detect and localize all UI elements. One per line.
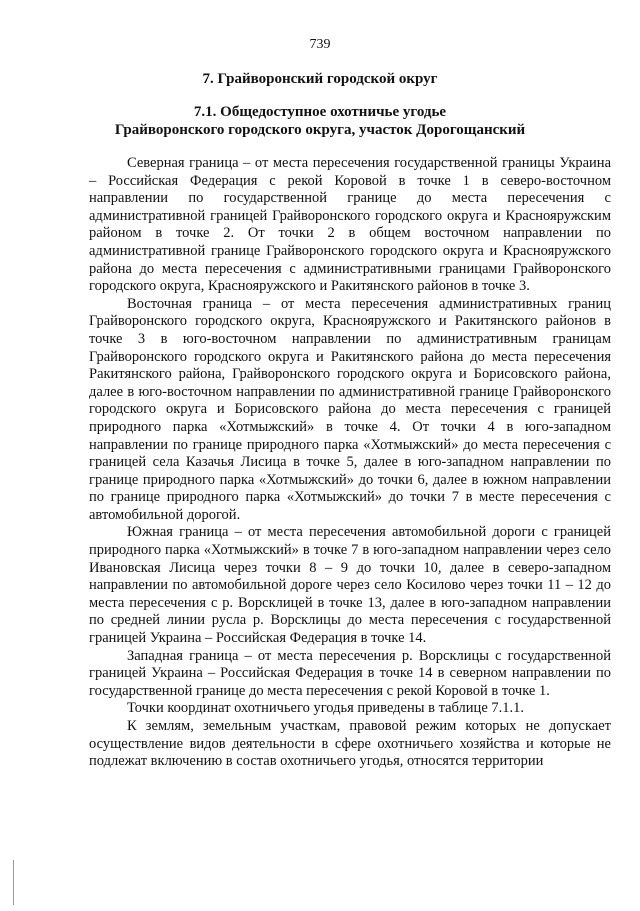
subsection-title — [0, 103, 640, 139]
paragraph-west-border: Западная граница – от места пересечения р. Ворсклицы с государственной границей Украина – Российская Федерация в точке 14 в северном направлении по государственной границе до места пересечения с рекой Коровой в точке 1. — [89, 647, 611, 699]
subsection-title-line-1: 7.1. Общедоступное охотничье угодье — [193, 104, 447, 120]
subsection-title-line-2: Грайворонского городского округа, участок Дорогощанский — [114, 122, 526, 138]
paragraph-excluded-lands: К землям, земельным участкам, правовой режим которых не допускает осуществление видов деятельности в сфере охотничьего хозяйства и которые не подлежат включению в состав охотничьего угодья, относятся территории — [89, 718, 611, 770]
page-number: 739 — [309, 37, 331, 52]
paragraph-north-border: Северная граница – от места пересечения государственной границы Украина – Российская Федерация с рекой Коровой в точке 1 в северо-восточном направлении по государственной границе до места пересечения с административной границей Грайворонского городского округа и Краснояружским районом в точке 2. От точки 2 в общем восточном направлении по административной границе Грайворонского городского округа и Краснояружского района до места пересечения с административными границами Грайворонского городского округа, Краснояружского и Ракитянского районов в точке 3. — [89, 155, 611, 295]
paragraph-coordinates-note: Точки координат охотничьего угодья приведены в таблице 7.1.1. — [127, 700, 525, 717]
section-title: 7. Грайворонский городской округ — [202, 71, 438, 87]
paragraph-east-border: Восточная граница – от места пересечения административных границ Грайворонского городского округа, Краснояружского и Ракитянского районов в точке 3 в юго-восточном направлении по административным границам Грайворонского городского округа и Ракитянского района до места пересечения Ракитянского района, Грайворонского городского округа и Борисовского района, далее в юго-восточном направлении по административной границе Грайворонского городского округа и Борисовского района до места пересечения с границей природного парка «Хотмыжский» в точке 4. От точки 4 в юго-западном направлении по границе природного парка «Хотмыжский» до места пересечения с границей села Казачья Лисица в точке 5, далее в юго-западном направлении по границе природного парка «Хотмыжский» до точки 6, далее в южном направлении по границе природного парка «Хотмыжский» до точки 7 в месте пересечения с автомобильной дорогой. — [89, 295, 611, 523]
document-body — [89, 155, 611, 771]
scan-edge-line — [13, 860, 14, 905]
paragraph-south-border: Южная граница – от места пересечения автомобильной дороги с границей природного парка «Хотмыжский» в точке 7 в юго-западном направлении через село Ивановская Лисица через точки 8 – 9 до точки 10, далее в северо-западном направлении по автомобильной дороге через село Косилово через точки 11 – 12 до места пересечения с р. Ворсклицей в точке 13, далее в юго-западном направлении по средней линии русла р. Ворсклицы до места пересечения с государственной границей Украина – Российская Федерация в точке 14. — [89, 524, 611, 647]
